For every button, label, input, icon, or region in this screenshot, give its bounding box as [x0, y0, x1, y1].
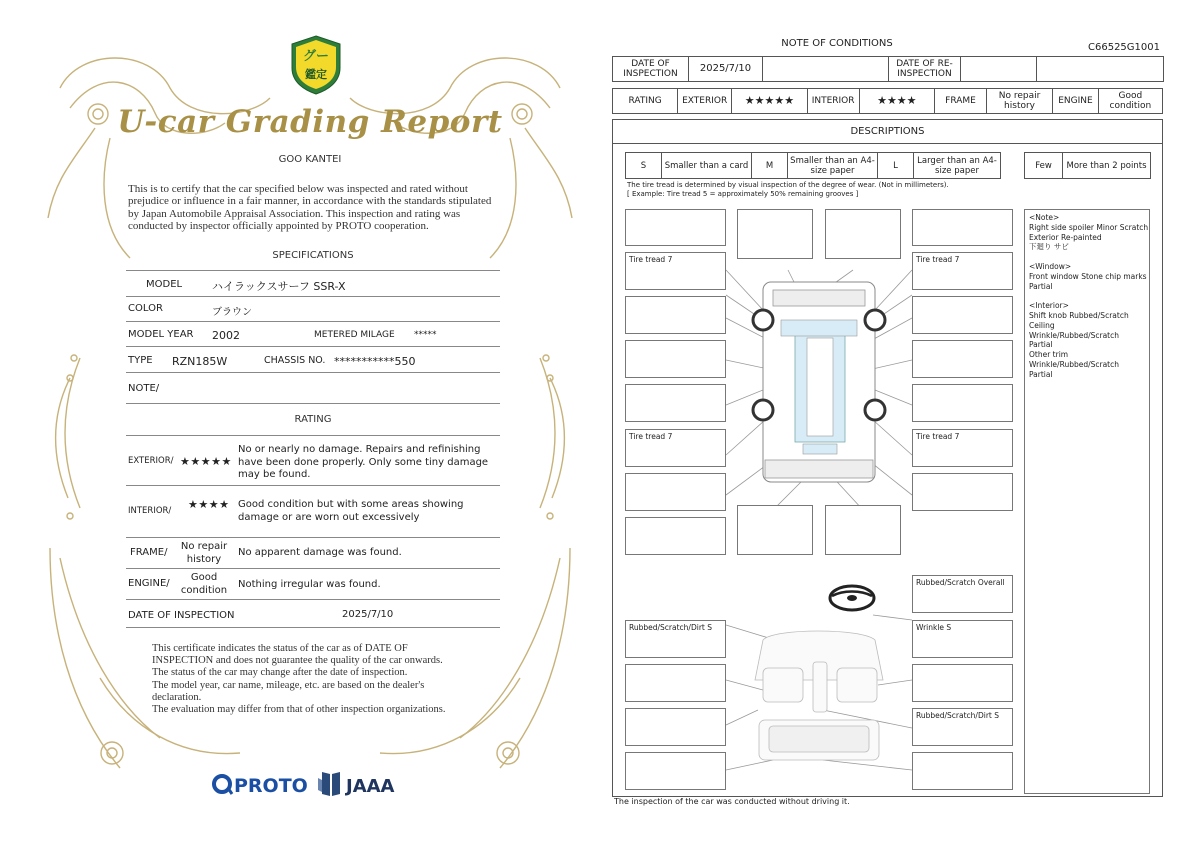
interior-label: INTERIOR/ [128, 506, 172, 516]
condition-box [625, 296, 726, 334]
reinspection-label: DATE OF RE-INSPECTION [889, 57, 961, 82]
empty-cell [763, 57, 889, 82]
tire-rear-left-box: Tire tread 7 [625, 429, 726, 467]
condition-box [737, 505, 813, 555]
sponsor-logos [210, 768, 430, 800]
note-line: Partial [1029, 281, 1053, 291]
engine-label: ENGINE [1053, 89, 1099, 114]
chassis-value: ***********550 [334, 355, 416, 368]
proto-logo-text: PROTO [234, 775, 308, 797]
few-label: Few [1025, 153, 1063, 179]
car-top-view-icon [753, 282, 885, 482]
condition-box [625, 384, 726, 422]
footer-line: The evaluation may differ from that of other inspection organizations. [152, 704, 446, 716]
note-line: Wrinkle/Rubbed/Scratch [1029, 359, 1119, 369]
inspection-footer-note: The inspection of the car was conducted without driving it. [614, 797, 850, 806]
mileage-label: METERED MILAGE [314, 330, 395, 340]
note-line: 下廻り サビ [1029, 242, 1069, 252]
interior-label: INTERIOR [807, 89, 859, 114]
reinspection-value [961, 57, 1037, 82]
descriptions-panel [612, 119, 1163, 797]
interior-row [126, 486, 500, 538]
condition-box [625, 209, 726, 246]
size-m-text: Smaller than an A4-size paper [788, 153, 878, 179]
exterior-stars: ★★★★★ [732, 89, 808, 114]
size-l-label: L [878, 153, 914, 179]
rating-table [612, 88, 1163, 114]
color-row [126, 297, 500, 322]
condition-box [625, 708, 726, 746]
note-line: <Interior> [1029, 301, 1069, 311]
size-s-label: S [626, 153, 662, 179]
note-line: Right side spoiler Minor Scratch [1029, 222, 1149, 232]
inspection-dates-table [612, 56, 1164, 82]
model-year-row [126, 322, 500, 347]
note-row [126, 373, 500, 404]
exterior-label: EXTERIOR [678, 89, 732, 114]
type-value: RZN185W [172, 355, 228, 368]
note-line: Front window Stone chip marks [1029, 271, 1147, 281]
condition-box [825, 209, 901, 259]
condition-box [912, 384, 1013, 422]
color-label: COLOR [128, 303, 163, 314]
condition-box [912, 473, 1013, 511]
engine-description: Nothing irregular was found. [238, 579, 381, 590]
badge-bottom-text: 鑑定 [305, 68, 327, 81]
condition-box [625, 752, 726, 790]
notes-column [1024, 209, 1150, 794]
frame-label: FRAME/ [130, 547, 168, 558]
condition-box [912, 664, 1013, 702]
interior-right2-note-box: Rubbed/Scratch/Dirt S [912, 708, 1013, 746]
certificate-title: U-car Grading Report [117, 104, 503, 140]
condition-box [912, 340, 1013, 378]
tire-front-left-box: Tire tread 7 [625, 252, 726, 290]
certificate-footer [152, 643, 512, 716]
note-line: <Note> [1029, 213, 1060, 222]
inspection-date-label: DATE OF INSPECTION [613, 57, 689, 82]
tire-front-right-box: Tire tread 7 [912, 252, 1013, 290]
size-s-text: Smaller than a card [662, 153, 752, 179]
certificate-intro: This is to certify that the car specified below was inspected and rated without prejudice or influence in a fair manner, in accordance with the standards stipulated by Japan Automobile Appraisal Association. This inspection and rating was conducted by inspector officially appointed by PROTO cooperation. [128, 183, 492, 233]
note-line [1029, 291, 1145, 301]
condition-box [625, 473, 726, 511]
inspection-date-value: 2025/7/10 [342, 609, 394, 620]
note-line: <Window> [1029, 261, 1072, 271]
frame-value: No repair history [986, 89, 1052, 114]
tire-rear-right-box: Tire tread 7 [912, 429, 1013, 467]
note-line: Other trim [1029, 350, 1069, 360]
model-year-label: MODEL YEAR [128, 329, 194, 340]
condition-box [912, 752, 1013, 790]
descriptions-heading: DESCRIPTIONS [613, 120, 1162, 144]
exterior-label: EXTERIOR/ [128, 456, 174, 466]
condition-box [737, 209, 813, 259]
engine-row [126, 569, 500, 600]
frame-row [126, 538, 500, 569]
type-row [126, 347, 500, 373]
certificate-subtitle: GOO KANTEI [278, 154, 342, 165]
interior-description: Good condition but with some areas showing damage or are worn out excessively [238, 499, 464, 523]
exterior-description: No or nearly no damage. Repairs and refinishing have been done properly. Only some tiny damage may be found. [238, 444, 489, 480]
engine-label: ENGINE/ [128, 578, 170, 589]
jaaa-logo-icon [318, 772, 395, 797]
car-interior-view-icon [755, 631, 883, 760]
rating-label: RATING [613, 89, 678, 114]
note-line: Partial [1029, 369, 1053, 379]
tread-note-line: [ Example: Tire tread 5 = approximately 50% remaining grooves ] [627, 190, 859, 198]
mileage-value: ***** [414, 330, 437, 340]
frame-value: No repair history [180, 541, 228, 565]
exterior-row [126, 436, 500, 486]
model-value: ハイラックスサーフ SSR-X [212, 280, 346, 293]
chassis-label: CHASSIS NO. [264, 355, 326, 366]
condition-box [825, 505, 901, 555]
note-line: Shift knob Rubbed/Scratch [1029, 310, 1129, 320]
note-line: Partial [1029, 340, 1053, 350]
few-text: More than 2 points [1063, 153, 1151, 179]
rating-heading-row [126, 404, 500, 436]
interior-right-note-box: Wrinkle S [912, 620, 1013, 658]
steering-note-box: Rubbed/Scratch Overall [912, 575, 1013, 613]
model-year-value: 2002 [212, 329, 240, 342]
note-label: NOTE/ [128, 383, 160, 394]
report-code: C66525G1001 [1088, 42, 1160, 53]
condition-box [625, 340, 726, 378]
model-label: MODEL [146, 279, 183, 290]
specifications-heading-row [126, 245, 500, 271]
footer-line: This certificate indicates the status of the car as of DATE OF [152, 643, 408, 654]
frame-label: FRAME [935, 89, 987, 114]
note-line: Exterior Re-painted [1029, 232, 1102, 242]
grading-certificate [40, 28, 580, 828]
jaaa-logo-text: JAAA [346, 776, 395, 797]
condition-box [625, 664, 726, 702]
note-title: NOTE OF CONDITIONS [781, 38, 893, 49]
model-row [126, 271, 500, 297]
size-l-text: Larger than an A4-size paper [914, 153, 1001, 179]
type-label: TYPE [128, 355, 153, 366]
empty-cell [1037, 57, 1164, 82]
rating-heading: RATING [294, 414, 332, 425]
proto-logo-icon [214, 775, 308, 797]
engine-value: Good condition [180, 572, 228, 596]
interior-stars: ★★★★ [188, 498, 230, 511]
color-value: ブラウン [212, 307, 252, 318]
footer-line: The status of the car may change after the date of inspection. [152, 667, 408, 679]
size-m-label: M [752, 153, 788, 179]
condition-box [912, 296, 1013, 334]
badge-top-text: グー [302, 49, 330, 64]
note-line [1029, 252, 1145, 262]
interior-stars: ★★★★ [859, 89, 935, 114]
inspection-date-value: 2025/7/10 [689, 57, 763, 82]
condition-box [625, 517, 726, 555]
frame-description: No apparent damage was found. [238, 547, 402, 558]
note-line: Wrinkle/Rubbed/Scratch [1029, 330, 1119, 340]
condition-box [912, 209, 1013, 246]
engine-value: Good condition [1098, 89, 1162, 114]
footer-line: The model year, car name, mileage, etc. are based on the dealer's [152, 679, 425, 691]
tread-note-line: The tire tread is determined by visual inspection of the degree of wear. (Not in millimeters). [627, 181, 949, 189]
goo-kantei-badge-icon [288, 34, 344, 96]
exterior-stars: ★★★★★ [180, 455, 232, 468]
footer-line: INSPECTION and does not guarantee the quality of the car onwards. [152, 655, 443, 667]
note-of-conditions [612, 36, 1164, 806]
inspection-date-row [126, 600, 500, 628]
interior-left-note-box: Rubbed/Scratch/Dirt S [625, 620, 726, 658]
footer-line: declaration. [152, 691, 202, 703]
specifications-heading: SPECIFICATIONS [272, 250, 354, 261]
note-line: Ceiling [1029, 320, 1055, 330]
inspection-date-label: DATE OF INSPECTION [128, 610, 235, 621]
steering-wheel-icon [830, 586, 874, 610]
